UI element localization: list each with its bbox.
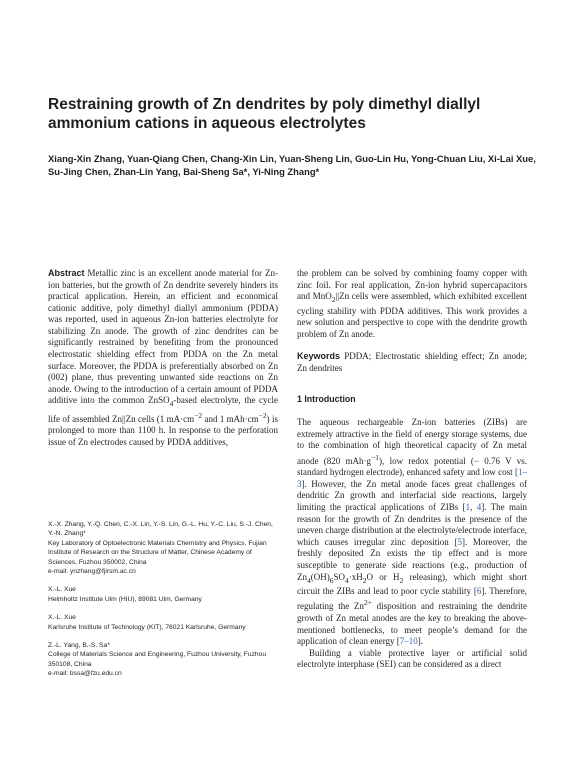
abstract-continuation: the problem can be solved by combining foamy copper with zinc foil. For real application, Zn-ion hybrid supercapacitors and MnO$_2$||Zn cells were assembled, which exhibited excellent cycling stability with PDDA additives. This work provides a new solution and perspective to cope with the dendrite growth problem of Zn anode. (297, 268, 527, 339)
citation-link[interactable]: 5 (457, 536, 462, 547)
affiliation-item: X.-L. Xue Karlsruhe Institute of Technology (KIT), 76021 Karlsruhe, Germany (48, 614, 246, 631)
citation-link[interactable]: 1 (465, 502, 471, 513)
author-list: Xiang-Xin Zhang, Yuan-Qiang Chen, Chang-Xin Lin, Yuan-Sheng Lin, Guo-Lin Hu, Yong-Chuan Liu, Xi-Lai Xue, Su-Jing Chen, Zhan-Lin Yang, Bai-Sheng Sa*, Yi-Ning Zhang* (48, 153, 536, 177)
keywords-text: PDDA; Electrostatic shielding effect; Zn anode; Zn dendrites (297, 351, 527, 373)
abstract-label: Abstract (48, 268, 85, 278)
section-heading-introduction: 1 Introduction (297, 394, 356, 405)
citation-link[interactable]: 1–3 (297, 467, 527, 489)
citation-link[interactable]: 6 (476, 585, 482, 596)
citation-link[interactable]: 4 (476, 502, 482, 513)
affiliation-item: X.-X. Zhang, Y.-Q. Chen, C.-X. Lin, Y.-S. Lin, G.-L. Hu, Y.-C. Liu, S.-J. Chen, Y.-N. Zhang* Key Laboratory of Optoelectronic Materials Chemistry and Physics, Fujian Institute of Research on the Structure of Matter, Chinese Academy of Sciences, Fuzhou 350002, China e-mail: ynzhang@fjirsm.ac.cn (48, 521, 273, 576)
affiliation-item: Z.-L. Yang, B.-S. Sa* College of Materials Science and Engineering, Fuzhou University, Fuzhou 350108, China e-mail: bssa@fzu.edu.cn (48, 642, 267, 678)
affiliation-item: X.-L. Xue Helmholtz Institute Ulm (HIU), 89081 Ulm, Germany (48, 586, 202, 603)
intro-paragraph-1: The aqueous rechargeable Zn-ion batteries (ZIBs) are extremely attractive in the field of energy storage systems, due to the combination of high theoretical capacity of Zn metal anode (820 $mAh\cdot g^{-1}$), low redox potential (− 0.76 V vs. standard hydrogen electrode), enhanced safety and low cost [1–3]. However, the Zn metal anode faces great challenges of dendritic Zn growth and interfacial side reactions, largely limiting the practical applications of ZIBs [1, 4]. The main reason for the growth of Zn dendrites is the presence of the uneven charge distribution at the electrolyte/electrode interface, which causes irregular zinc deposition [5]. Moreover, the freshly deposited Zn exists the tip effect and is more susceptible to generate side reactions (e.g., production of $Zn_4(OH)_6SO_4\cdot xH_2O$ or $H_2$ releasing), which might short circuit the ZIBs and lead to poor cycle stability [6]. Therefore, regulating the $Zn^{2+}$ disposition and restraining the dendrite growth of Zn metal anodes are the key to breaking the above-mentioned bottlenecks, to meet people’s demand for the application of clean energy [7–10]. (297, 417, 528, 647)
right-column (297, 268, 527, 671)
citation-link[interactable]: 7–10 (399, 636, 418, 647)
keywords-paragraph (297, 351, 527, 374)
keywords-label: Keywords (297, 351, 341, 362)
article-title: Restraining growth of Zn dendrites by poly dimethyl diallyl ammonium cations in aqueous electrolytes (48, 96, 481, 132)
intro-paragraph-2: Building a viable protective layer or artificial solid electrolyte interphase (SEI) can be considered as a direct (297, 647, 527, 670)
abstract-paragraph: Abstract Metallic zinc is an excellent anode material for Zn-ion batteries, but the growth of Zn dendrite severely hinders its practical application. Herein, an efficient and economical cationic additive, poly dimethyl diallyl ammonium (PDDA) was reported, used in aqueous Zn-ion batteries electrolyte for stabilizing Zn anode. The growth of zinc dendrites can be significantly restrained by benefiting from the pronounced electrostatic shielding effect from PDDA on the Zn metal surface. Moreover, the PDDA is preferentially absorbed on Zn (002) plane, thus preventing unwanted side reactions on Zn anode. Owing to the introduction of a certain amount of PDDA additive into the common ZnSO$_4$-based electrolyte, the cycle life of assembled Zn||Zn cells (1 $mA\cdot cm^{-2}$ and 1 $mAh\cdot cm^{-2}$) is prolonged to more than 1100 h. In response to the perforation issue of Zn electrodes caused by PDDA additives, (48, 268, 279, 447)
left-column (48, 268, 278, 448)
affiliations (48, 520, 278, 688)
